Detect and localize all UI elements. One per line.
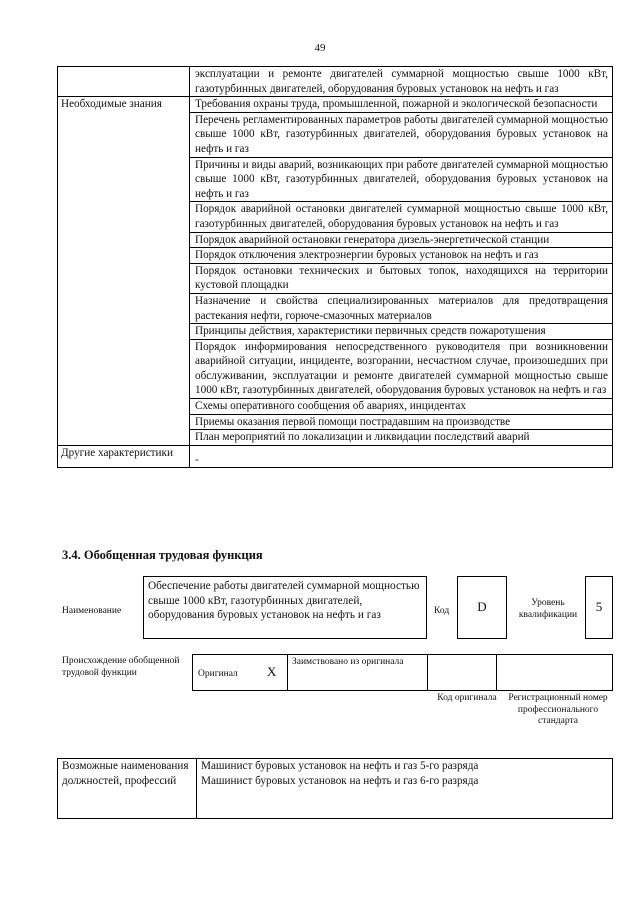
function-name-box: Обеспечение работы двигателей суммарной мощностью свыше 1000 кВт, газотурбинных двигателей, оборудования буровых установок на нефть и газ <box>143 576 427 639</box>
row-text: - <box>190 445 613 468</box>
row-text: эксплуатации и ремонте двигателей суммарной мощностью свыше 1000 кВт, газотурбинных двигателей, оборудования буровых установок на нефть и газ <box>190 67 613 97</box>
row-label <box>58 67 190 97</box>
knowledge-table <box>57 66 613 468</box>
position-item: Машинист буровых установок на нефть и газ 6-го разряда <box>201 774 479 787</box>
row-label-other: Другие характеристики <box>58 445 190 468</box>
knowledge-item: Требования охраны труда, промышленной, пожарной и экологической безопасности <box>190 97 613 113</box>
positions-label: Возможные наименования должностей, профессий <box>58 759 197 819</box>
code-value: D <box>457 576 507 639</box>
knowledge-item: Порядок информирования непосредственного руководителя при возникновении аварийной ситуации, инциденте, возгорании, несчастном случае, произошедших при обслуживании, эксплуатации и ремонте двигателей суммарной мощностью свыше 1000 кВт, газотурбинных двигателей, оборудования буровых установок на нефть и газ <box>190 339 613 398</box>
knowledge-item: Порядок отключения электроэнергии буровых установок на нефть и газ <box>190 248 613 264</box>
original-label: Оригинал <box>198 669 238 679</box>
page-number: 49 <box>314 42 326 54</box>
origin-table <box>192 654 613 691</box>
knowledge-item: Назначение и свойства специализированных материалов для предотвращения растекания нефти, горюче-смазочных материалов <box>190 293 613 323</box>
positions-table <box>57 758 613 819</box>
table-row <box>58 97 613 113</box>
knowledge-item: Порядок остановки технических и бытовых топок, находящихся на территории кустовой площадки <box>190 263 613 293</box>
knowledge-item: Порядок аварийной остановки генератора дизель-энергетической станции <box>190 232 613 248</box>
knowledge-item: Перечень регламентированных параметров работы двигателей суммарной мощностью свыше 1000 кВт, газотурбинных двигателей, оборудования буровых установок на нефть и газ <box>190 112 613 157</box>
level-label: Уровень квалификации <box>518 598 578 620</box>
origin-label: Происхождение обобщенной трудовой функции <box>62 656 180 678</box>
knowledge-item: Приемы оказания первой помощи пострадавшим на производстве <box>190 414 613 430</box>
reg-number-caption: Регистрационный номер профессионального стандарта <box>508 693 608 726</box>
code-label: Код <box>434 606 450 616</box>
reg-number-cell <box>497 655 613 691</box>
borrowed-label: Заимствовано из оригинала <box>288 655 428 691</box>
code-original-cell <box>428 655 497 691</box>
table-row <box>58 67 613 97</box>
name-label: Наименование <box>62 606 122 616</box>
table-row <box>58 445 613 468</box>
knowledge-item: Причины и виды аварий, возникающих при работе двигателей суммарной мощностью свыше 1000 кВт, газотурбинных двигателей, оборудования буровых установок на нефть и газ <box>190 157 613 202</box>
position-item: Машинист буровых установок на нефть и газ 5-го разряда <box>201 760 479 772</box>
section-title: 3.4. Обобщенная трудовая функция <box>62 548 263 562</box>
knowledge-item: Принципы действия, характеристики первичных средств пожаротушения <box>190 324 613 340</box>
original-mark: X <box>267 664 277 679</box>
knowledge-item: Порядок аварийной остановки двигателей суммарной мощностью свыше 1000 кВт, газотурбинных двигателей, оборудования буровых установок на нефть и газ <box>190 202 613 232</box>
original-cell <box>193 655 288 691</box>
row-label-required-knowledge: Необходимые знания <box>58 97 190 446</box>
knowledge-item: План мероприятий по локализации и ликвидации последствий аварий <box>190 430 613 446</box>
level-value: 5 <box>585 576 613 639</box>
knowledge-item: Схемы оперативного сообщения об авариях, инцидентах <box>190 399 613 415</box>
positions-values <box>197 759 613 819</box>
code-original-caption: Код оригинала <box>437 693 497 703</box>
